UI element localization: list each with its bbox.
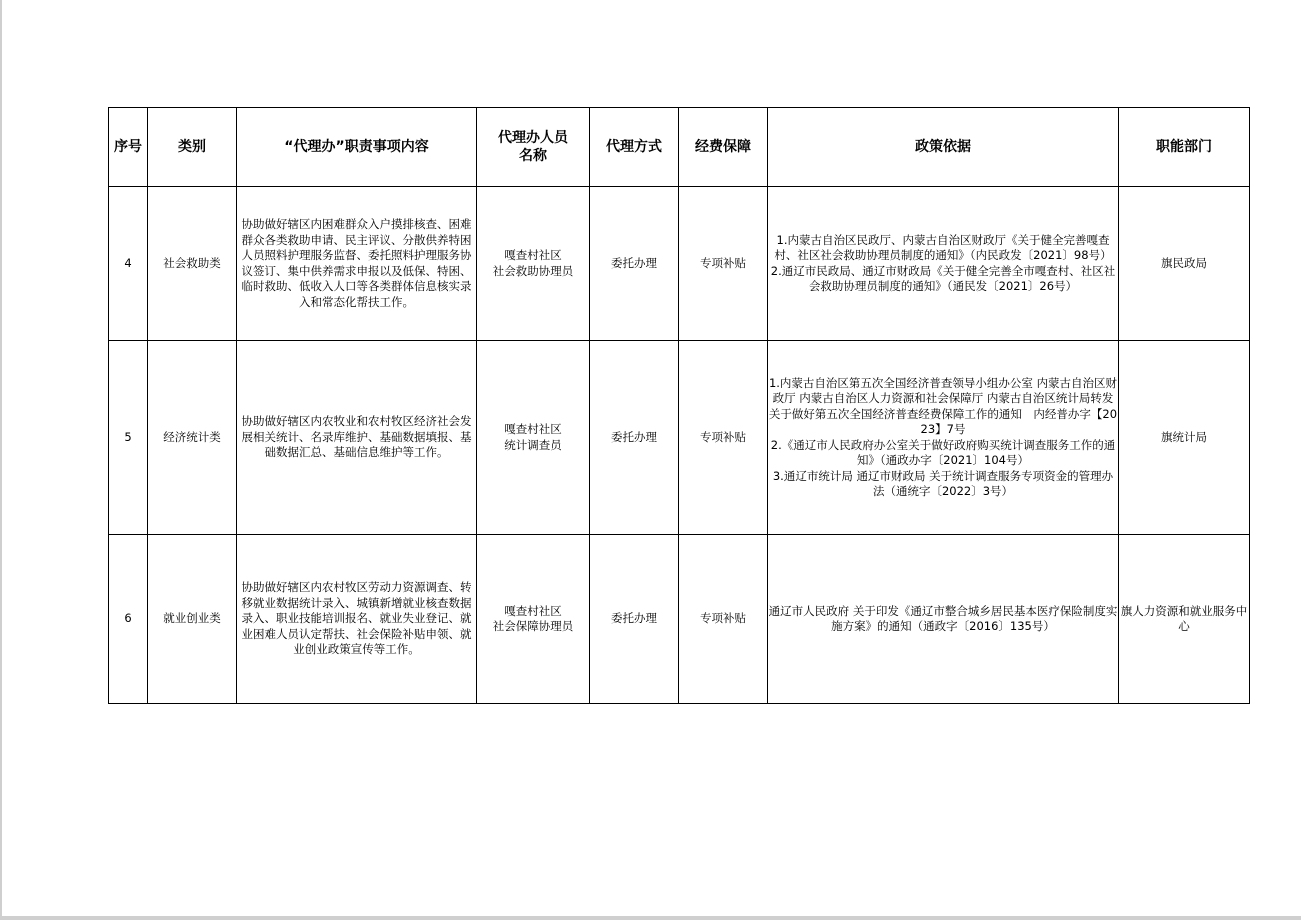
- row-content: 协助做好辖区内农村牧区劳动力资源调查、转移就业数据统计录入、城镇新增就业核查数据录入、职业技能培训报名、就业失业登记、就业困难人员认定帮扶、社会保险补贴申领、就业创业政策宣传等工作。: [237, 535, 477, 704]
- policy-item: 1.内蒙古自治区第五次全国经济普查领导小组办公室 内蒙古自治区财政厅 内蒙古自治区人力资源和社会保障厅 内蒙古自治区统计局转发关于做好第五次全国经济普查经费保障工作的通知 内经普办字【2023】7号: [768, 375, 1118, 436]
- header-category: 类别: [148, 108, 237, 187]
- policy-item: 通辽市人民政府 关于印发《通辽市整合城乡居民基本医疗保险制度实施方案》的通知（通政字〔2016〕135号）: [768, 603, 1118, 633]
- row-policy: [768, 341, 1119, 535]
- policy-item: 3.通辽市统计局 通辽市财政局 关于统计调查服务专项资金的管理办法（通统字〔2022〕3号）: [772, 468, 1114, 498]
- header-row: [109, 108, 1250, 187]
- row-agent: [477, 535, 590, 704]
- row-category: 经济统计类: [148, 341, 237, 535]
- row-policy: [768, 187, 1119, 341]
- row-department: 旗民政局: [1119, 187, 1250, 341]
- policy-item: 2.《通辽市人民政府办公室关于做好政府购买统计调查服务工作的通知》（通政办字〔2021〕104号）: [770, 437, 1116, 467]
- header-method: 代理方式: [590, 108, 679, 187]
- header-content: “代理办”职责事项内容: [237, 108, 477, 187]
- row-funding: 专项补贴: [679, 535, 768, 704]
- row-agent-line1: 嘎查村社区: [504, 603, 562, 618]
- table-row: [109, 341, 1250, 535]
- policy-item: 2.通辽市民政局、通辽市财政局《关于健全完善全市嘎查村、社区社会救助协理员制度的通知》（通民发〔2021〕26号）: [770, 263, 1116, 293]
- header-funding: 经费保障: [679, 108, 768, 187]
- row-method: 委托办理: [590, 187, 679, 341]
- row-method: 委托办理: [590, 535, 679, 704]
- header-department: 职能部门: [1119, 108, 1250, 187]
- row-department: 旗统计局: [1119, 341, 1250, 535]
- table-row: [109, 535, 1250, 704]
- page-left-edge: [0, 0, 2, 920]
- row-agent-line2: 社会救助协理员: [492, 263, 574, 278]
- row-agent: [477, 187, 590, 341]
- policy-item: 1.内蒙古自治区民政厅、内蒙古自治区财政厅《关于健全完善嘎查村、社区社会救助协理员制度的通知》（内民政发〔2021〕98号）: [774, 232, 1112, 262]
- row-policy: [768, 535, 1119, 704]
- row-department: 旗人力资源和就业服务中心: [1119, 535, 1250, 704]
- row-content: 协助做好辖区内农牧业和农村牧区经济社会发展相关统计、名录库维护、基础数据填报、基础数据汇总、基础信息维护等工作。: [237, 341, 477, 535]
- row-method: 委托办理: [590, 341, 679, 535]
- header-policy: 政策依据: [768, 108, 1119, 187]
- duty-table: [108, 107, 1250, 704]
- row-agent-line1: 嘎查村社区: [504, 248, 562, 262]
- row-no: 4: [109, 187, 148, 341]
- row-agent-line2: 社会保障协理员: [492, 619, 574, 633]
- row-no: 6: [109, 535, 148, 704]
- row-agent-line2: 统计调查员: [504, 437, 562, 452]
- row-no: 5: [109, 341, 148, 535]
- row-funding: 专项补贴: [679, 341, 768, 535]
- row-agent-line1: 嘎查村社区: [504, 422, 562, 436]
- row-category: 就业创业类: [148, 535, 237, 704]
- header-agent-line2: 名称: [519, 148, 547, 164]
- header-agent-line1: 代理办人员: [498, 130, 568, 146]
- table-row: [109, 187, 1250, 341]
- header-no: 序号: [109, 108, 148, 187]
- row-content: 协助做好辖区内困难群众入户摸排核查、困难群众各类救助申请、民主评议、分散供养特困人员照料护理服务监督、委托照料护理服务协议签订、集中供养需求申报以及低保、特困、临时救助、低收入人口等各类群体信息核实录入和常态化帮扶工作。: [237, 187, 477, 341]
- page-bottom-edge: [0, 916, 1301, 920]
- header-agent: [477, 108, 590, 187]
- row-agent: [477, 341, 590, 535]
- row-category: 社会救助类: [148, 187, 237, 341]
- row-funding: 专项补贴: [679, 187, 768, 341]
